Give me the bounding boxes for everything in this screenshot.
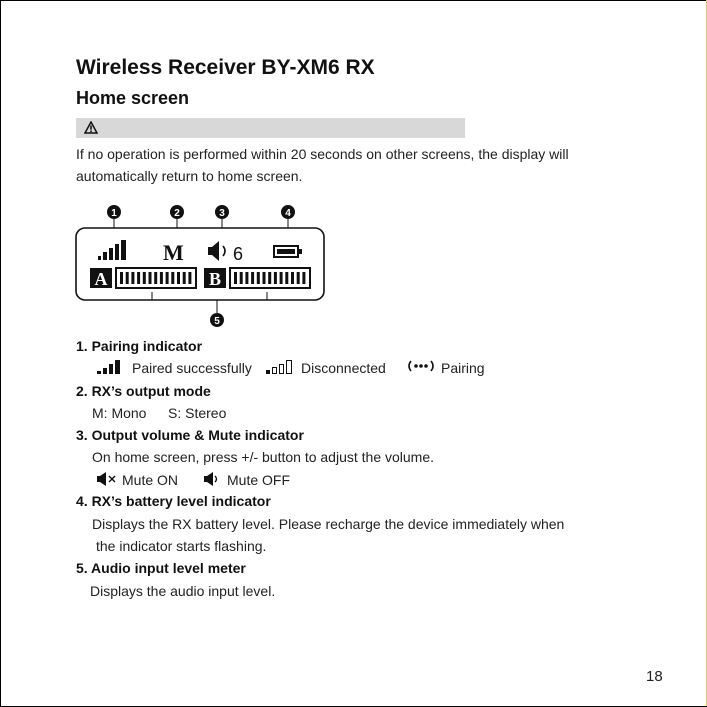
pairing-label: Pairing	[441, 360, 485, 376]
level-meter-tick	[257, 272, 260, 284]
mute-off-label: Mute OFF	[227, 472, 291, 488]
level-meter-tick	[126, 272, 129, 284]
channel-b-label: B	[208, 269, 222, 289]
mute-on-icon	[96, 471, 120, 487]
disconnected-label: Disconnected	[301, 360, 386, 376]
section-2-heading: 2. RX’s output mode	[76, 383, 211, 399]
level-meter-tick	[166, 272, 169, 284]
callout-5-label: 5	[214, 316, 220, 327]
output-mode-char: M	[163, 240, 184, 265]
level-meter-tick	[251, 272, 254, 284]
section-5-heading: 5. Audio input level meter	[76, 560, 246, 576]
audio-level-description: Displays the audio input level.	[90, 583, 276, 599]
level-meter-tick	[280, 272, 283, 284]
level-meter-tick	[291, 272, 294, 284]
frame-top-border	[0, 0, 707, 1]
callout-2	[170, 205, 184, 219]
note-text-line-2: automatically return to home screen.	[76, 168, 303, 184]
paired-label: Paired successfully	[132, 360, 252, 376]
level-meter-tick	[154, 272, 157, 284]
mono-label: M: Mono	[92, 405, 147, 421]
lcd-diagram-svg	[74, 200, 334, 330]
level-meter-tick	[120, 272, 123, 284]
section-4-heading: 4. RX’s battery level indicator	[76, 493, 271, 509]
level-meter-tick	[268, 272, 271, 284]
page-subtitle: Home screen	[76, 88, 190, 108]
callout-1-label: 1	[111, 208, 117, 219]
section-1-heading: 1. Pairing indicator	[76, 338, 203, 354]
warning-icon	[84, 121, 98, 134]
note-bar	[76, 118, 465, 138]
level-meter-tick	[177, 272, 180, 284]
level-meter-tick	[245, 272, 248, 284]
paired-signal-icon	[97, 359, 125, 375]
frame-left-border	[0, 0, 1, 707]
callout-3	[215, 205, 229, 219]
level-meter-tick	[234, 272, 237, 284]
level-meter-tick	[171, 272, 174, 284]
mute-on-label: Mute ON	[122, 472, 179, 488]
callout-3-label: 3	[219, 208, 225, 219]
battery-description-line-2: the indicator starts flashing.	[96, 538, 267, 554]
level-meter-tick	[285, 272, 288, 284]
lcd-diagram	[74, 200, 334, 330]
lcd-screen-outline	[76, 228, 324, 300]
callout-1	[107, 205, 121, 219]
callout-4	[281, 205, 295, 219]
note-text-line-1: If no operation is performed within 20 seconds on other screens, the display will	[76, 146, 569, 162]
callout-2-label: 2	[174, 208, 180, 219]
callout-5	[210, 313, 224, 327]
level-meter-tick	[274, 272, 277, 284]
callout-4-label: 4	[285, 208, 291, 219]
channel-a-label: A	[94, 269, 108, 289]
level-meter-tick	[263, 272, 266, 284]
level-meter-tick	[143, 272, 146, 284]
level-meter-tick	[131, 272, 134, 284]
level-meter-tick	[149, 272, 152, 284]
level-meter-tick	[302, 272, 305, 284]
battery-description-line-1: Displays the RX battery level. Please recharge the device immediately when	[92, 516, 565, 532]
level-meter-tick	[160, 272, 163, 284]
pairing-icon	[407, 359, 435, 373]
section-3-heading: 3. Output volume & Mute indicator	[76, 427, 304, 443]
volume-level-value: 6	[233, 244, 244, 264]
level-meter-tick	[240, 272, 243, 284]
level-meter-tick	[183, 272, 186, 284]
level-meter-tick	[188, 272, 191, 284]
page-number: 18	[646, 668, 663, 685]
mute-off-icon	[203, 471, 223, 487]
level-meter-tick	[297, 272, 300, 284]
disconnected-signal-icon	[265, 359, 297, 375]
stereo-label: S: Stereo	[168, 405, 227, 421]
level-meter-tick	[137, 272, 140, 284]
volume-description: On home screen, press +/- button to adjust the volume.	[92, 449, 435, 465]
page-title: Wireless Receiver BY-XM6 RX	[76, 56, 375, 79]
